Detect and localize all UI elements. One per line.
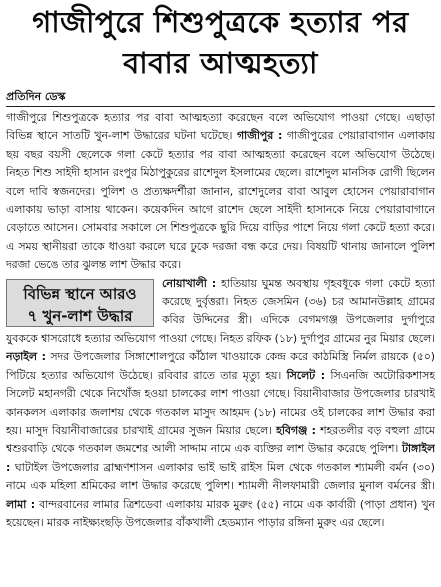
place-narail: নড়াইল :	[6, 350, 46, 364]
place-noakhali: নোয়াখালী :	[162, 276, 217, 290]
article-body	[6, 109, 435, 571]
gazipur-text: গাজীপুরের পেয়ারাবাগান এলাকায় ছয় বছর বয়সী ছেলেকে গলা কেটে হত্যার পর বাবা আত্মহত্যা করেছেন বলে অভিযোগ উঠেছে। নিহত শিশু সাইদী হাসান রংপুর মিঠাপুকুরের রাশেদুল ইসলামের ছেলে। রাশেদুল মানসিক রোগী ছিলেন বলে দাবি স্বজনদের। পুলিশ ও প্রত্যক্ষদর্শীরা জানান, রাশেদুলের বাবা আবুল হোসেন পেয়ারাবাগান এলাকায় ভাড়া বাসায় থাকেন। কয়েকদিন আগে রাশেদ ছেলে সাইদী হাসানকে নিয়ে পেয়ারাবাগানে বেড়াতে আসেন। সোমবার সকালে সে শিশুপুত্রকে ছুরি দিয়ে বাড়ির পাশে নিয়ে গলা কেটে হত্যা করে। এ সময় স্থানীয়রা তাকে ধাওয়া করলে ঘরে ঢুকে দরজা বন্ধ করে দেয়। বিষয়টি থানায় জানালে পুলিশ দরজা ভেঙে তার ঝুলন্ত লাশ উদ্ধার করে।	[6, 129, 435, 272]
subhead-box	[6, 279, 154, 327]
paragraph-intro	[6, 109, 435, 275]
noakhali-text: হাতিয়ায় ঘুমন্ত অবস্থায় গৃহবধূকে গলা কেটে হত্যা করেছে দুর্বৃত্তরা। নিহত জেসমিন (৩৬) চর আমানউল্লাহ গ্রামের কবির উদ্দিনের স্ত্রী। এদিকে বেগমগঞ্জ উপজেলার দুর্গাপুরে যুবককে শ্বাসরোধে হত্যার অভিযোগ পাওয়া গেছে। নিহত রফিক (১৮) দুর্গাপুর গ্রামের নুর মিয়ার ছেলে।	[6, 276, 435, 345]
lama-text: বান্দরবানের লামার ত্রিশডেবা এলাকায় মারক মুরুং (৫৫) নামে এক কার্বারী (পাড়া প্রধান) খুন হয়েছেন। মারক নাইক্ষ্যংছড়ি উপজেলার বাঁকখালী হেডম্যান পাড়ার রঙ্গিনা মুরুং এর ছেলে।	[6, 497, 435, 529]
dateline: প্রতিদিন ডেস্ক	[6, 90, 66, 103]
place-lama: লামা :	[6, 497, 36, 511]
habiganj-text: শহরতলীর বড় বহুলা গ্রামে শ্বশুরবাড়ি থেকে গতকাল জমশের আলী সাদ্দাম নামে এক ব্যক্তির লাশ উদ্ধার করেছে পুলিশ।	[6, 423, 435, 456]
place-sylhet: সিলেট :	[286, 368, 326, 382]
divider	[6, 106, 435, 107]
tangail-text: ঘাটাইল উপজেলার ব্রাহ্মণশাসন এলাকার ভাই ভাই রাইস মিল থেকে গতকাল শ্যামলী বর্মন (৩০) নামে এক মহিলা শ্রমিকের লাশ উদ্ধার করেছে পুলিশ। শ্যামলী নীলফামারী জেলার মুনাল বর্মনের স্ত্রী।	[6, 460, 435, 493]
intro-text: গাজীপুরে শিশুপুত্রকে হত্যার পর বাবা আত্মহত্যা করেছেন বলে অভিযোগ পাওয়া গেছে। এছাড়া বিভিন্ন স্থানে সাতটি খুন-লাশ উদ্ধারের ঘটনা ঘটেছে।	[6, 111, 435, 143]
place-tangail: টাঙ্গাইল :	[6, 442, 435, 474]
subhead-line1: বিভিন্ন স্থানে আরও	[23, 284, 137, 303]
sylhet-text: সিএনজি অটোরিকশাসহ সিলেট মহানগরী থেকে নিখোঁজ হওয়া চালকের লাশ পাওয়া গেছে। বিয়ানীবাজার উপজেলার চারখাই কানকলস এলাকার জলাশয় থেকে গতকাল মাসুদ আহমদ (১৮) নামের ওই চালকের লাশ উদ্ধার করা হয়। মাসুদ বিয়ানীবাজারের চারখাই গ্রামের সুজন মিয়ার ছেলে।	[6, 368, 435, 437]
headline: গাজীপুরে শিশুপুত্রকে হত্যার পর বাবার আত্মহত্যা	[32, 5, 409, 80]
place-habiganj: হবিগঞ্জ :	[276, 423, 317, 437]
subhead-line2: ৭ খুন-লাশ উদ্ধার	[27, 306, 133, 325]
place-gazipur: গাজীপুর :	[236, 129, 283, 143]
narail-text: সদর উপজেলার সিঙ্গাশোলপুরে কাঁঠাল খাওয়াকে কেন্দ্র করে কাঠমিস্ত্রি নির্মল রায়কে (৫০) পিটিয়ে হত্যার অভিযোগ উঠেছে। রবিবার রাতে তার মৃত্যু হয়।	[6, 350, 435, 382]
